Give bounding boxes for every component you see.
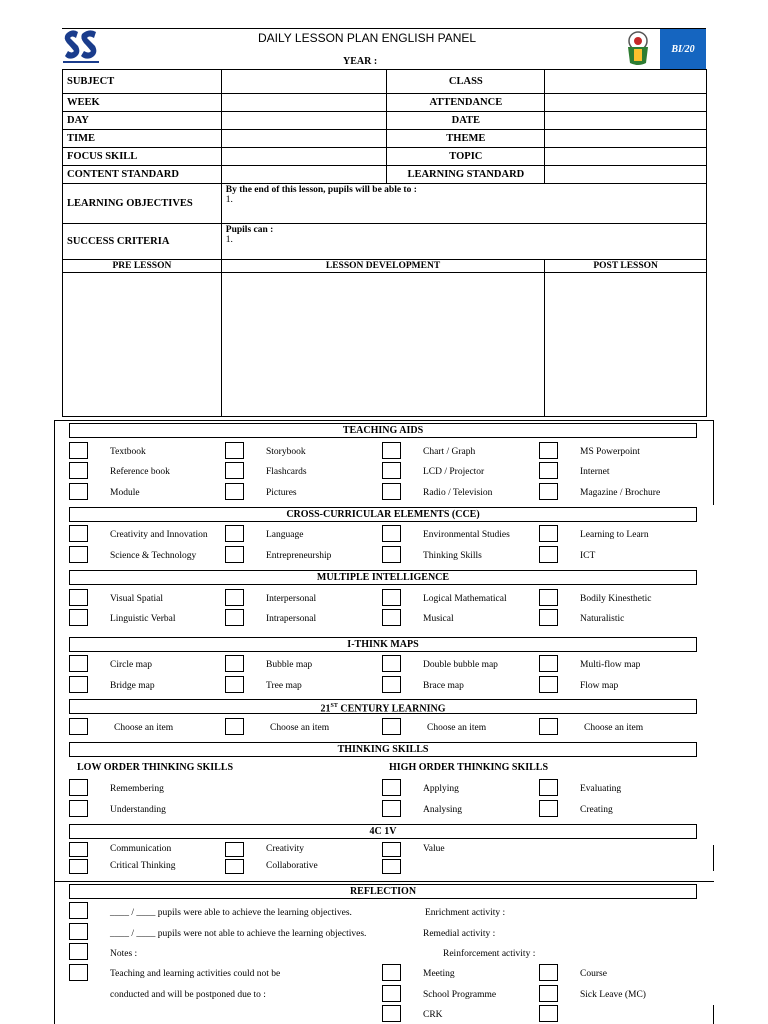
- label-thinking-skills: Thinking Skills: [423, 551, 482, 561]
- lesson-info-table: [62, 69, 707, 417]
- checklist-border-right-2: [713, 845, 714, 871]
- header-rule: [62, 28, 706, 29]
- label-double-bubble-map: Double bubble map: [423, 660, 498, 670]
- checkbox-thinking-skills[interactable]: [382, 546, 401, 563]
- label-bubble-map: Bubble map: [266, 660, 313, 670]
- label-school-programme: School Programme: [423, 990, 497, 1000]
- label-entrepreneurship: Entrepreneurship: [266, 551, 332, 561]
- label-communication: Communication: [110, 844, 172, 854]
- checkbox-value[interactable]: [382, 842, 401, 857]
- checkbox-21c-3[interactable]: [382, 718, 401, 735]
- sc-item: 1.: [225, 235, 233, 245]
- checkbox-multi-flow-map[interactable]: [539, 655, 558, 672]
- label-lcd-projector: LCD / Projector: [423, 467, 485, 477]
- week-field[interactable]: [221, 94, 387, 112]
- cce-header: CROSS-CURRICULAR ELEMENTS (CCE): [69, 507, 697, 522]
- label-postponed-2: conducted and will be postponed due to :: [110, 990, 266, 1000]
- checkbox-entrepreneurship[interactable]: [225, 546, 244, 563]
- century-num: 21: [320, 703, 331, 715]
- checkbox-linguistic-verbal[interactable]: [69, 609, 88, 626]
- dropdown-21c-2[interactable]: Choose an item: [270, 723, 330, 733]
- checkbox-storybook[interactable]: [225, 442, 244, 459]
- label-flow-map: Flow map: [580, 681, 619, 691]
- checkbox-brace-map[interactable]: [382, 676, 401, 693]
- checkbox-learning-to-learn[interactable]: [539, 525, 558, 542]
- learning-objectives-label: LEARNING OBJECTIVES: [63, 184, 222, 224]
- subject-field[interactable]: [221, 70, 387, 94]
- checkbox-applying[interactable]: [382, 779, 401, 796]
- label-ms-powerpoint: MS Powerpoint: [580, 447, 640, 457]
- label-musical: Musical: [423, 614, 454, 624]
- date-field[interactable]: [545, 112, 707, 130]
- label-multi-flow-map: Multi-flow map: [580, 660, 641, 670]
- label-reinforcement: Reinforcement activity :: [443, 949, 536, 959]
- checkbox-critical-thinking[interactable]: [69, 859, 88, 874]
- label-textbook: Textbook: [110, 447, 146, 457]
- checkbox-ict[interactable]: [539, 546, 558, 563]
- class-label: CLASS: [387, 70, 545, 94]
- checkbox-flashcards[interactable]: [225, 462, 244, 479]
- label-creativity: Creativity: [266, 844, 304, 854]
- label-analysing: Analysing: [423, 805, 463, 815]
- label-postponed-1: Teaching and learning activities could not be: [110, 969, 281, 979]
- checkbox-double-bubble-map[interactable]: [382, 655, 401, 672]
- label-intrapersonal: Intrapersonal: [266, 614, 317, 624]
- checkbox-21c-4[interactable]: [539, 718, 558, 735]
- school-logo-icon: [62, 28, 100, 64]
- checkbox-ms-powerpoint[interactable]: [539, 442, 558, 459]
- label-crk: CRK: [423, 1010, 443, 1020]
- label-notes: Notes :: [110, 949, 138, 959]
- checkbox-creativity[interactable]: [225, 842, 244, 857]
- checkbox-science-technology[interactable]: [69, 546, 88, 563]
- checkbox-internet[interactable]: [539, 462, 558, 479]
- border-bottom-right: [713, 1005, 714, 1024]
- low-order-label: LOW ORDER THINKING SKILLS: [77, 762, 234, 773]
- checkbox-creating[interactable]: [539, 800, 558, 817]
- thinking-skills-header: THINKING SKILLS: [69, 742, 697, 757]
- learning-standard-field[interactable]: [545, 166, 707, 184]
- checkbox-bridge-map[interactable]: [69, 676, 88, 693]
- checkbox-logical-mathematical[interactable]: [382, 589, 401, 606]
- checkbox-evaluating[interactable]: [539, 779, 558, 796]
- checkbox-intrapersonal[interactable]: [225, 609, 244, 626]
- label-brace-map: Brace map: [423, 681, 464, 691]
- sc-text: Pupils can :: [225, 225, 274, 235]
- checkbox-analysing[interactable]: [382, 800, 401, 817]
- checkbox-pictures[interactable]: [225, 483, 244, 500]
- checkbox-visual-spatial[interactable]: [69, 589, 88, 606]
- checkbox-tree-map[interactable]: [225, 676, 244, 693]
- checkbox-meeting[interactable]: [382, 964, 401, 981]
- lesson-development-header: LESSON DEVELOPMENT: [221, 260, 544, 273]
- checkbox-circle-map[interactable]: [69, 655, 88, 672]
- label-tree-map: Tree map: [266, 681, 302, 691]
- attendance-field[interactable]: [545, 94, 707, 112]
- checkbox-magazine-brochure[interactable]: [539, 483, 558, 500]
- checkbox-not-achieved[interactable]: [69, 923, 88, 940]
- page-title: DAILY LESSON PLAN ENGLISH PANEL: [258, 31, 477, 45]
- checkbox-radio-television[interactable]: [382, 483, 401, 500]
- topic-field[interactable]: [545, 148, 707, 166]
- teaching-aids-header: TEACHING AIDS: [69, 423, 697, 438]
- checkbox-bodily-kinesthetic[interactable]: [539, 589, 558, 606]
- checkbox-flow-map[interactable]: [539, 676, 558, 693]
- success-criteria-label: SUCCESS CRITERIA: [63, 224, 222, 260]
- label-bridge-map: Bridge map: [110, 681, 155, 691]
- label-flashcards: Flashcards: [266, 467, 307, 477]
- lo-item: 1.: [225, 195, 233, 205]
- label-science-technology: Science & Technology: [110, 551, 197, 561]
- checkbox-collaborative[interactable]: [225, 859, 244, 874]
- checkbox-lcd-projector[interactable]: [382, 462, 401, 479]
- mi-header: MULTIPLE INTELLIGENCE: [69, 570, 697, 585]
- dropdown-21c-3[interactable]: Choose an item: [427, 723, 487, 733]
- label-pictures: Pictures: [266, 488, 297, 498]
- subject-label: SUBJECT: [63, 70, 222, 94]
- label-evaluating: Evaluating: [580, 784, 622, 794]
- century-learning-header: [69, 699, 697, 714]
- label-enrichment: Enrichment activity :: [425, 908, 506, 918]
- label-remedial: Remedial activity :: [423, 929, 496, 939]
- checkbox-chart-graph[interactable]: [382, 442, 401, 459]
- label-value: Value: [423, 844, 445, 854]
- year-label: YEAR :: [343, 56, 378, 67]
- checkbox-notes[interactable]: [69, 943, 88, 960]
- century-text: CENTURY LEARNING: [337, 703, 446, 715]
- label-bodily-kinesthetic: Bodily Kinesthetic: [580, 594, 652, 604]
- attendance-label: ATTENDANCE: [387, 94, 545, 112]
- pre-lesson-header: PRE LESSON: [63, 260, 222, 273]
- label-environmental-studies: Environmental Studies: [423, 530, 510, 540]
- label-remembering: Remembering: [110, 784, 164, 794]
- checkbox-interpersonal[interactable]: [225, 589, 244, 606]
- week-label: WEEK: [63, 94, 222, 112]
- label-applying: Applying: [423, 784, 459, 794]
- lo-text: By the end of this lesson, pupils will be able to :: [225, 185, 417, 195]
- checkbox-musical[interactable]: [382, 609, 401, 626]
- day-label: DAY: [63, 112, 222, 130]
- label-achieved: ____ / ____ pupils were able to achieve the learning objectives.: [110, 908, 352, 918]
- content-standard-label: CONTENT STANDARD: [63, 166, 222, 184]
- checkbox-postponed[interactable]: [69, 964, 88, 981]
- post-lesson-header: POST LESSON: [545, 260, 707, 273]
- label-internet: Internet: [580, 467, 610, 477]
- dropdown-21c-1[interactable]: Choose an item: [114, 723, 174, 733]
- label-chart-graph: Chart / Graph: [423, 447, 476, 457]
- label-sick-leave: Sick Leave (MC): [580, 990, 646, 1000]
- divider: [54, 881, 714, 882]
- focus-skill-label: FOCUS SKILL: [63, 148, 222, 166]
- pre-lesson-area[interactable]: [63, 273, 222, 417]
- checkbox-crk[interactable]: [382, 1005, 401, 1022]
- checkbox-language[interactable]: [225, 525, 244, 542]
- theme-label: THEME: [387, 130, 545, 148]
- label-logical-mathematical: Logical Mathematical: [423, 594, 507, 604]
- reflection-header: REFLECTION: [69, 884, 697, 899]
- century-sup: ST: [330, 703, 338, 709]
- checkbox-other[interactable]: [539, 1005, 558, 1022]
- learning-objectives-field[interactable]: [221, 184, 706, 224]
- theme-field[interactable]: [545, 130, 707, 148]
- label-collaborative: Collaborative: [266, 861, 318, 871]
- label-not-achieved: ____ / ____ pupils were not able to achieve the learning objectives.: [110, 929, 367, 939]
- checkbox-remembering[interactable]: [69, 779, 88, 796]
- post-lesson-area[interactable]: [545, 273, 707, 417]
- label-creating: Creating: [580, 805, 613, 815]
- label-language: Language: [266, 530, 304, 540]
- checkbox-course[interactable]: [539, 964, 558, 981]
- dropdown-21c-4[interactable]: Choose an item: [584, 723, 644, 733]
- checkbox-21c-2[interactable]: [225, 718, 244, 735]
- checkbox-bubble-map[interactable]: [225, 655, 244, 672]
- content-standard-field[interactable]: [221, 166, 387, 184]
- checkbox-sick-leave[interactable]: [539, 985, 558, 1002]
- label-course: Course: [580, 969, 607, 979]
- checkbox-school-programme[interactable]: [382, 985, 401, 1002]
- label-ict: ICT: [580, 551, 596, 561]
- high-order-label: HIGH ORDER THINKING SKILLS: [389, 762, 549, 773]
- date-label: DATE: [387, 112, 545, 130]
- checkbox-communication[interactable]: [69, 842, 88, 857]
- form-code-badge: BI/20: [660, 29, 706, 69]
- label-linguistic-verbal: Linguistic Verbal: [110, 614, 176, 624]
- learning-standard-label: LEARNING STANDARD: [387, 166, 545, 184]
- success-criteria-field[interactable]: [221, 224, 706, 260]
- class-field[interactable]: [545, 70, 707, 94]
- time-field[interactable]: [221, 130, 387, 148]
- label-critical-thinking: Critical Thinking: [110, 861, 176, 871]
- label-creativity-innovation: Creativity and Innovation: [110, 530, 208, 540]
- lesson-development-area[interactable]: [221, 273, 544, 417]
- label-visual-spatial: Visual Spatial: [110, 594, 163, 604]
- day-field[interactable]: [221, 112, 387, 130]
- checkbox-creativity-innovation[interactable]: [69, 525, 88, 542]
- checkbox-environmental-studies[interactable]: [382, 525, 401, 542]
- time-label: TIME: [63, 130, 222, 148]
- label-storybook: Storybook: [266, 447, 306, 457]
- label-naturalistic: Naturalistic: [580, 614, 625, 624]
- label-reference-book: Reference book: [110, 467, 170, 477]
- checkbox-understanding[interactable]: [69, 800, 88, 817]
- label-circle-map: Circle map: [110, 660, 152, 670]
- checkbox-textbook[interactable]: [69, 442, 88, 459]
- checkbox-achieved[interactable]: [69, 902, 88, 919]
- label-module: Module: [110, 488, 140, 498]
- fourc-header: 4C 1V: [69, 824, 697, 839]
- label-meeting: Meeting: [423, 969, 455, 979]
- label-learning-to-learn: Learning to Learn: [580, 530, 649, 540]
- checkbox-21c-1[interactable]: [69, 718, 88, 735]
- label-magazine-brochure: Magazine / Brochure: [580, 488, 661, 498]
- checkbox-reference-book[interactable]: [69, 462, 88, 479]
- checkbox-4c-extra[interactable]: [382, 859, 401, 874]
- focus-skill-field[interactable]: [221, 148, 387, 166]
- label-understanding: Understanding: [110, 805, 166, 815]
- ithink-header: I-THINK MAPS: [69, 637, 697, 652]
- checkbox-naturalistic[interactable]: [539, 609, 558, 626]
- label-interpersonal: Interpersonal: [266, 594, 317, 604]
- label-radio-television: Radio / Television: [423, 488, 493, 498]
- crest-icon: [620, 29, 656, 67]
- checkbox-module[interactable]: [69, 483, 88, 500]
- topic-label: TOPIC: [387, 148, 545, 166]
- checklist-border-right: [713, 420, 714, 505]
